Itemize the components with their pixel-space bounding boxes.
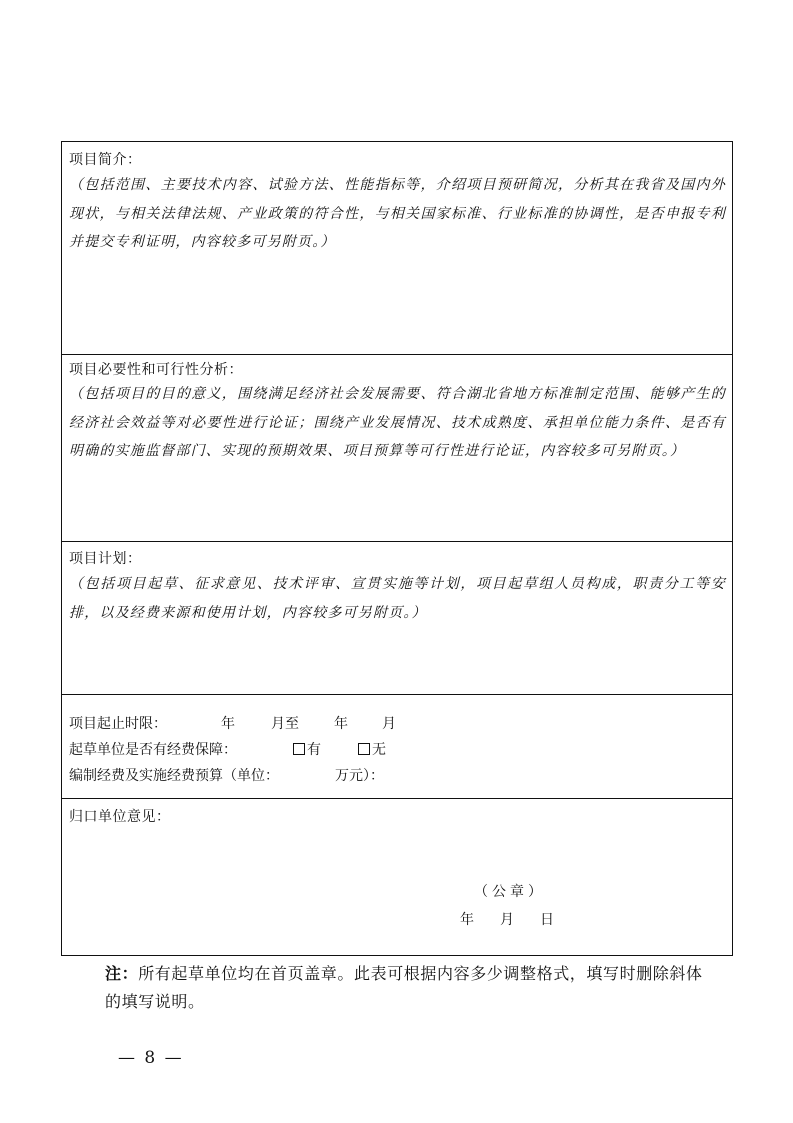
no-checkbox[interactable] — [358, 743, 370, 755]
project-intro-title: 项目简介： — [69, 152, 142, 168]
funding-row — [69, 737, 726, 763]
footnote — [105, 960, 705, 1016]
authority-opinion-title: 归口单位意见： — [69, 809, 171, 825]
approval-year-label: 年 — [460, 912, 474, 928]
no-option-label: 无 — [372, 742, 386, 758]
approval-day-label: 日 — [540, 912, 554, 928]
approval-month-label: 月 — [500, 912, 514, 928]
project-period-section — [62, 695, 732, 799]
project-intro-description: （包括范围、主要技术内容、试验方法、性能指标等，介绍项目预研简况，分析其在我省及国内外现状，与相关法律法规、产业政策的符合性，与相关国家标准、行业标准的协调性，是否申报专利并提交专利证明，内容较多可另附页。） — [69, 177, 726, 250]
application-form-table — [61, 141, 733, 956]
necessity-feasibility-section — [62, 355, 732, 542]
project-intro-section — [62, 142, 732, 355]
project-plan-title: 项目计划： — [69, 551, 142, 567]
start-month-to-label: 月至 — [271, 716, 299, 732]
start-year-label: 年 — [221, 716, 235, 732]
necessity-feasibility-description: （包括项目的目的意义，围绕满足经济社会发展需要、符合湖北省地方标准制定范围、能够产生的经济社会效益等对必要性进行论证；围绕产业发展情况、技术成熟度、承担单位能力条件、是否有明确的实施监督部门、实现的预期效果、项目预算等可行性进行论证，内容较多可另附页。） — [69, 386, 726, 459]
yes-option-label: 有 — [307, 742, 321, 758]
authority-opinion-section — [62, 799, 732, 957]
approval-date — [460, 909, 554, 929]
footnote-label: 注： — [105, 964, 139, 983]
budget-unit-label: 万元）： — [335, 768, 384, 784]
yes-checkbox[interactable] — [293, 743, 305, 755]
project-period-row — [69, 711, 726, 737]
end-year-label: 年 — [334, 716, 348, 732]
end-month-label: 月 — [382, 716, 396, 732]
funding-no-option[interactable] — [358, 737, 386, 763]
page-number: — 8 — — [118, 1048, 184, 1068]
funding-yes-option[interactable] — [293, 737, 321, 763]
footnote-text: 所有起草单位均在首页盖章。此表可根据内容多少调整格式，填写时删除斜体的填写说明。 — [105, 964, 703, 1011]
project-plan-description: （包括项目起草、征求意见、技术评审、宣贯实施等计划，项目起草组人员构成，职责分工等安排，以及经费来源和使用计划，内容较多可另附页。） — [69, 576, 726, 621]
budget-row — [69, 763, 726, 789]
project-plan-section — [62, 542, 732, 695]
official-seal-label: （公章） — [474, 884, 546, 900]
funding-label: 起草单位是否有经费保障： — [69, 742, 237, 758]
budget-label: 编制经费及实施经费预算（单位： — [69, 768, 279, 784]
project-period-label: 项目起止时限： — [69, 716, 167, 732]
necessity-feasibility-title: 项目必要性和可行性分析： — [69, 362, 243, 378]
